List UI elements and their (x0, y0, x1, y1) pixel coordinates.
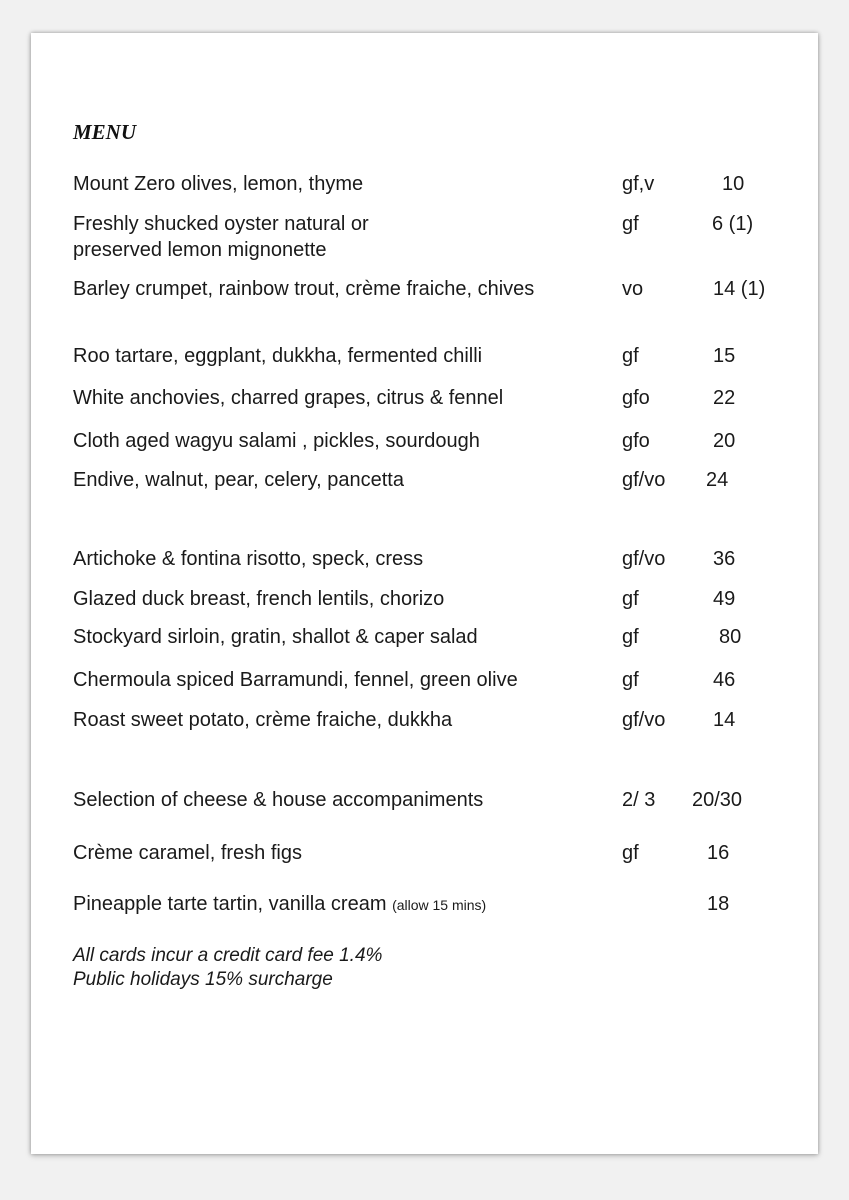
item-name: Mount Zero olives, lemon, thyme (73, 173, 364, 195)
item-name: Stockyard sirloin, gratin, shallot & caper salad (73, 626, 478, 648)
item-price: 20 (713, 430, 736, 452)
item-name: White anchovies, charred grapes, citrus & fennel (73, 387, 504, 409)
item-price: 14 (713, 709, 736, 731)
item-dietary-tag: gfo (622, 387, 650, 409)
item-dietary-tag: gf (622, 588, 639, 610)
item-dietary-tag: vo (622, 278, 644, 300)
item-name: Freshly shucked oyster natural or (73, 213, 369, 235)
item-dietary-tag: gfo (622, 430, 650, 452)
item-price: 49 (713, 588, 736, 610)
item-price: 36 (713, 548, 736, 570)
item-dietary-tag: gf,v (622, 173, 655, 195)
item-dietary-tag: gf (622, 345, 639, 367)
item-name: Selection of cheese & house accompaniments (73, 789, 484, 811)
item-dietary-tag: gf (622, 842, 639, 864)
item-price: 80 (719, 626, 742, 648)
menu-footer (73, 944, 382, 992)
item-name: Artichoke & fontina risotto, speck, cress (73, 548, 424, 570)
item-name-wrapper (73, 891, 486, 918)
item-price: 16 (707, 842, 730, 864)
item-price: 6 (1) (712, 213, 754, 235)
item-name: Cloth aged wagyu salami , pickles, sourdough (73, 430, 480, 452)
item-note: (allow 15 mins) (392, 897, 487, 913)
item-name: Endive, walnut, pear, celery, pancetta (73, 469, 404, 491)
item-name: Barley crumpet, rainbow trout, crème fraiche, chives (73, 278, 535, 300)
item-dietary-tag: gf (622, 669, 639, 691)
item-dietary-tag: gf/vo (622, 709, 666, 731)
item-name: Chermoula spiced Barramundi, fennel, green olive (73, 669, 518, 691)
item-price: 14 (1) (713, 278, 766, 300)
item-price: 15 (713, 345, 736, 367)
item-name: Crème caramel, fresh figs (73, 842, 302, 864)
item-name: Pineapple tarte tartin, vanilla cream (73, 893, 387, 915)
item-dietary-tag: gf (622, 626, 639, 648)
card-fee-note: All cards incur a credit card fee 1.4% (73, 945, 383, 966)
item-name: Glazed duck breast, french lentils, chorizo (73, 588, 445, 610)
item-price: 10 (722, 173, 745, 195)
item-name: Roast sweet potato, crème fraiche, dukkha (73, 709, 453, 731)
item-name-continued: preserved lemon mignonette (73, 239, 327, 261)
item-price: 20/30 (692, 789, 743, 811)
item-dietary-tag: gf (622, 213, 639, 235)
holiday-surcharge-note: Public holidays 15% surcharge (73, 969, 333, 990)
item-price: 24 (706, 469, 729, 491)
item-dietary-tag: 2/ 3 (622, 789, 656, 811)
item-price: 22 (713, 387, 736, 409)
item-name: Roo tartare, eggplant, dukkha, fermented chilli (73, 345, 483, 367)
menu-title: MENU (73, 120, 137, 144)
item-dietary-tag: gf/vo (622, 548, 666, 570)
item-price: 18 (707, 893, 730, 915)
item-price: 46 (713, 669, 736, 691)
item-dietary-tag: gf/vo (622, 469, 666, 491)
